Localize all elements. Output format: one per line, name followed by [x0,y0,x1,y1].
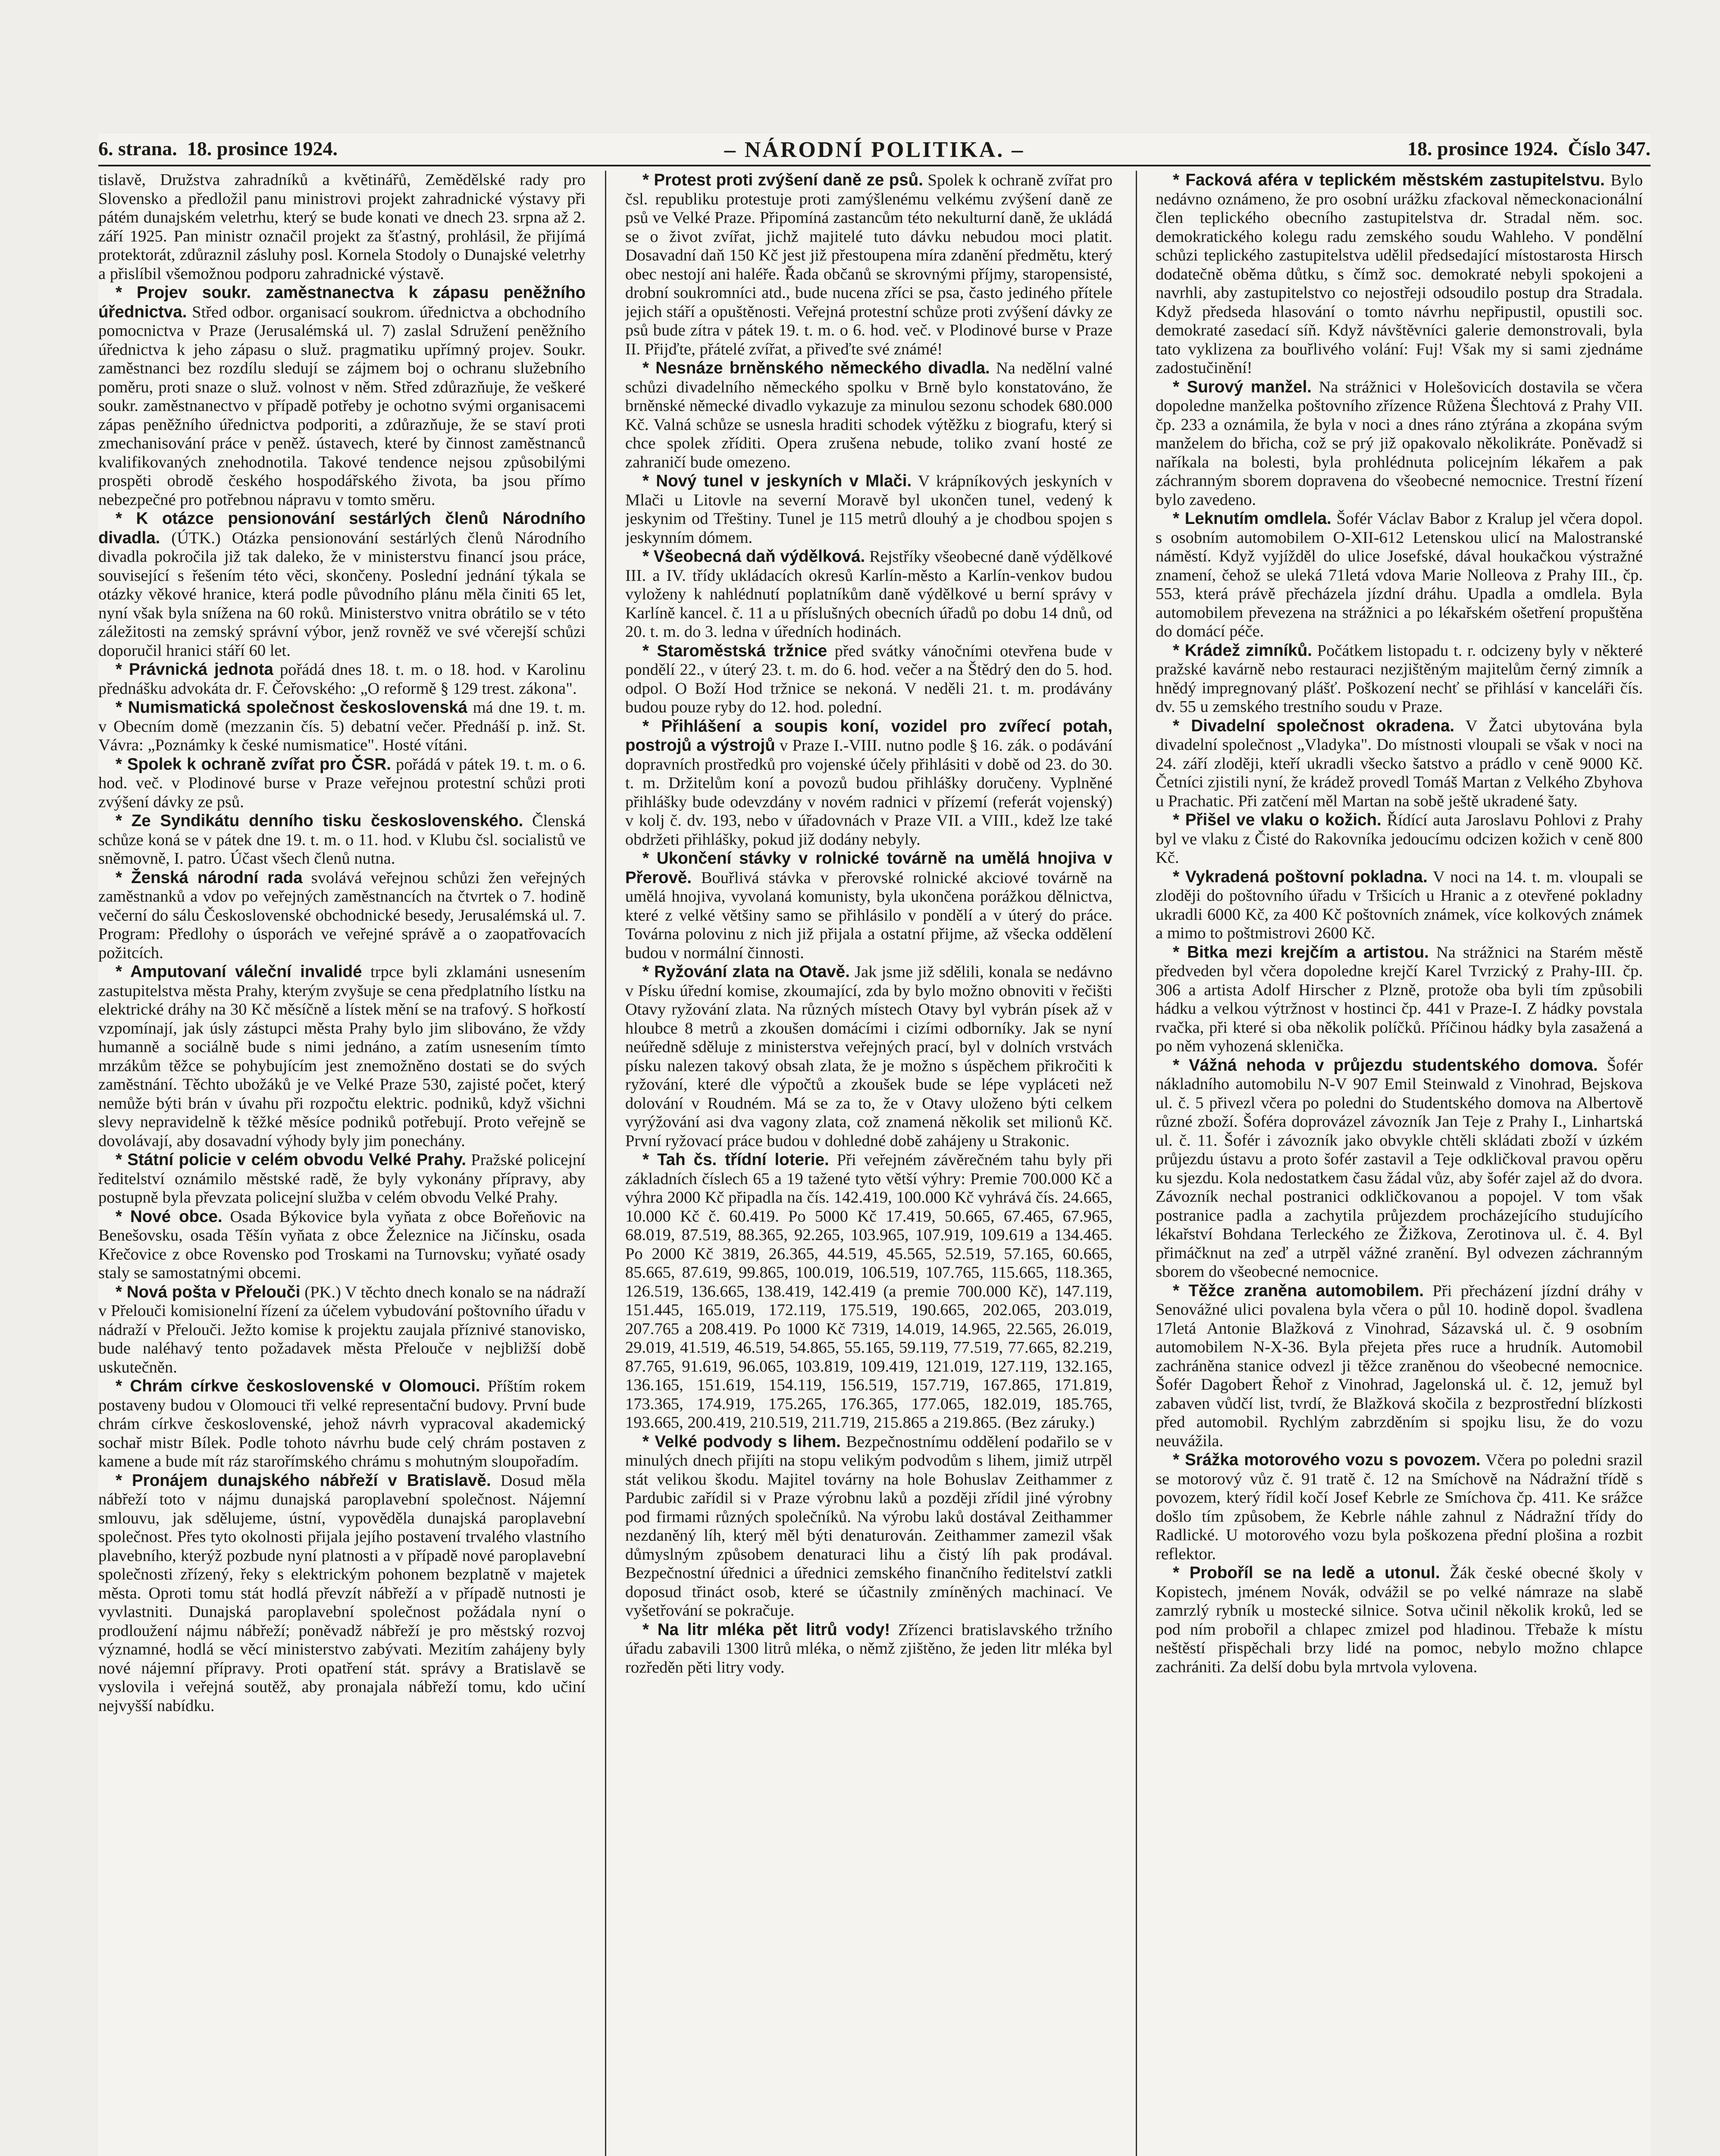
article-text: Na strážnici na Starém městě předveden byl včera dopoledne krejčí Karel Tvrzický z Prahy-III. čp. 306 a artista Adolf Hirscher z Plzně, protože oba byli tím způsobili hádku a velkou výtržnost v hostinci čp. 441 v Praze-I. Z hádky povstala rvačka, při které si oba několik políčků. Příčinou hádky byla zasažená a po něm vyhozená sklenička. [1156,943,1643,1055]
article-text: Spolek k ochraně zvířat pro čsl. republiku protestuje proti zamýšlenému velkému zvýšení daně ze psů ve Velké Praze. Připomíná zastancům této nekulturní daně, že ukládá se o život zvířat, jichž majitelé tuto dávku nebudou moci platit. Dosavadní daň 150 Kč jest již přestoupena míra zdanění předmětu, který obec nestojí ani haléře. Řada občanů se skrovnými příjmy, staropensisté, drobní soukromníci atd., bude nucena zříci se psa, často jediného přítele jejich stáří a opuštěnosti. Veřejná protestní schůze proti zvýšení dávky ze psů bude zítra v pátek 19. t. m. o 6. hod. več. v Plodinové burse v Praze II. Přijďte, přátelé zvířat, a přiveďte své známé! [625,171,1112,358]
article [98,1150,586,1207]
article-text: Jak jsme již sdělili, konala se nedávno v Písku úřední komise, zkoumající, zda by bylo možno obnoviti v řečišti Otavy ryžování zlata. Na různých místech Otavy byl vybrán písek až v hloubce 8 metrů a zkoušen domácími i cizími odborníky. Jak se nyní neúředně sděluje z ministerstva veřejných prací, byl v dolních vrstvách písku nalezen takový obsah zlata, že je možno s úspěchem přikročiti k ryžování, které dle výpočtů a zkoušek bude se lépe vypláceti než dolování v Roudném. Má se za to, že v Otavy uloženo býti celkem vyrýžování asi dva vagony zlata, což znamená několik set milionů Kč. První ryžovací práce budou v dohledné době zahájeny u Strakonic. [625,963,1112,1150]
article-text: V noci na 14. t. m. vloupali se zloději do poštovního úřadu v Tršicích u Hranic a z otevřené pokladny ukradli 6000 Kč, za 400 Kč poštovních známek, více kolkových známek a mimo to poštmistrovi 2600 Kč. [1156,868,1643,942]
header-rule [98,165,1651,166]
article-headline: * Nový tunel v jeskyních v Mlači. [642,472,912,490]
article-headline: * Těžce zraněna automobilem. [1173,1281,1424,1300]
article [625,1150,1112,1432]
article [625,1620,1112,1677]
article-text: Zřízenci bratislavského tržního úřadu zabavili 1300 litrů mléka, o němž zjištěno, že jeden litr mléka byl rozředěn pěti litry vody. [625,1620,1112,1677]
article-headline: * Na litr mléka pět litrů vody! [642,1620,890,1639]
article-text: Rejstříky všeobecné daně výdělkové III. a IV. třídy ukládacích okresů Karlín-město a Karlín-venkov budou vyloženy k nahlédnutí poplatníkům daně výdělkové u berní správy v Karlíně kancel. č. 11 a u příslušných obecních úřadů po dobu 14 dnů, od 20. t. m. do 3. ledna v úředních hodinách. [625,548,1112,641]
article [1156,1564,1643,1677]
column-divider [1136,171,1137,2156]
article-headline: * Srážka motorového vozu s povozem. [1173,1451,1481,1469]
article [98,1471,586,1716]
article [98,1283,586,1377]
article-headline: * Velké podvody s lihem. [642,1432,841,1451]
article-headline: * Nesnáze brněnského německého divadla. [642,359,990,377]
article-headline: * Nová pošta v Přelouči [116,1282,301,1301]
article [98,868,586,963]
article-text: Členská schůze koná se v pátek dne 19. t. m. o 11. hod. v Klubu čsl. socialistů ve sněmovně, I. patro. Účast všech členů nutna. [98,812,586,868]
article-text: Na strážnici v Holešovicích dostavila se včera dopoledne manželka poštovního zřízence Růžena Šlechtová z Prahy VII. čp. 233 a oznámila, že byla v noci a dnes ráno ztýrána a zkopána svým manželem do břicha, což se prý již opakovalo několikráte. Poněvadž si naříkala na bolesti, byla prohlédnuta policejním lékařem a pak záchranným sborem dopravena do všeobecné nemocnice. Trestní řízení bylo zavedeno. [1156,378,1643,509]
article [625,717,1112,849]
article-headline: * Ukončení stávky v rolnické továrně na umělá hnojiva v Přerově. [625,849,1112,887]
column-divider [605,171,606,2156]
article-headline: * Všeobecná daň výdělková. [642,547,865,566]
article-headline: * Proboříl se na ledě a utonul. [1173,1564,1440,1582]
article [1156,1282,1643,1451]
column-2 [625,171,1112,2156]
article-headline: * Vykradená poštovní pokladna. [1173,867,1428,886]
article-headline: * Ryžování zlata na Otavě. [642,962,850,981]
article-headline: * Právnická jednota [116,660,273,679]
article [625,642,1112,717]
header-date-right: 18. prosince 1924. [1407,138,1558,160]
article-headline: * Spolek k ochraně zvířat pro ČSR. [116,755,392,774]
article-text: má dne 19. t. m. v Obecním domě (mezzanin čís. 5) debatní večer. Přednáší p. inž. St. Vávra: „Poznámky k české numismatice". Hosté vítáni. [98,699,586,754]
article-text: pořádá dnes 18. t. m. o 18. hod. v Karolinu přednášku advokáta dr. F. Čeřovského: „O reformě § 129 trest. zákona". [98,661,586,698]
article [98,1207,586,1283]
article [625,1432,1112,1620]
article-text: (PK.) V těchto dnech konalo se na nádraží v Přelouči komisionelní řízení za účelem vybudování poštovního úřadu v nádraží v Přelouči. Ježto komise k projektu zaujala příznivé stanovisko, bude naléhavý tento požadavek města Přelouče v nejbližší době uskutečněn. [98,1283,586,1376]
article-text: Bouřlivá stávka v přerovské rolnické akciové továrně na umělá hnojiva, vyvolaná komunisty, byla ukončena porážkou dělnictva, které z velké většiny samo se přihlásilo v pondělí a v úterý do práce. Továrna polovinu z nich již přijala a ostatní přijme, až všecka oddělení budou v normální činnosti. [625,868,1112,962]
article [1156,171,1643,378]
article [1156,641,1643,717]
article-text: Včera po poledni srazil se motorový vůz č. 91 tratě č. 12 na Smíchově na Nádražní třídě s povozem, který řídil kočí Josef Kebrle ze Smíchova čp. 411. Ke srážce došlo tím způsobem, že Kebrle náhle zahnul z Nádražní třídy do Radlické. U motorového vozu byla poškozena přední plošina a rozbit reflektor. [1156,1451,1643,1563]
article [1156,868,1643,943]
article [98,698,586,755]
column-1 [98,171,586,2156]
article-headline: * Ženská národní rada [116,868,303,887]
article-text: Šofér nákladního automobilu N-V 907 Emil Steinwald z Vinohrad, Bejskova ul. č. 5 přivezl včera po poledni do Studentského domova na Albertově různé zboží. Šoféra doprovázel závozník Jan Teje z Prahy I., Linhartská ul. č. 11. Šofér i závozník jako obvykle chtěli skládati zboží v úzkém průjezdu ústavu a proto šofér zastavil a Teje odkličkoval pravou opěru ku sjezdu. Kola nedostatkem času žádal vůz, aby šofér zajel až do dvora. Závozník nechal postranici odkličkovanou a popojel. V tom však postranice padla a zachytila průjezdem procházejícího studujícího lékařství Bohdana Terleckého ze Žižkova, Zerotinova ul. č. 4. Byl přimáčknut na zeď a utrpěl vážné zranění. Byl odvezen záchranným sborem do všeobecné nemocnice. [1156,1056,1643,1281]
article-headline: * Přihlášení a soupis koní, vozidel pro zvířecí potah, postrojů a výstrojů [625,717,1112,755]
article [98,1377,586,1471]
article-text: před svátky vánočními otevřena bude v pondělí 22., v úterý 23. t. m. do 6. hod. večer a na Štědrý den do 5. hod. odpol. O Boží Hod tržnice se nekoná. V neděli 21. t. m. prodávány budou pouze ryby do 12. hod. polední. [625,642,1112,716]
article-headline: * Nové obce. [116,1207,222,1226]
article-headline: * Divadelní společnost okradena. [1173,716,1455,735]
article-headline: * Leknutím omdlela. [1173,509,1332,528]
column-3 [1156,171,1643,2156]
article-text: Osada Býkovice byla vyňata z obce Bořeňovic na Benešovsku, osada Těšín vyňata z obce Železnice na Jičínsku, osada Křečovice z obce Rovensko pod Troskami na Turnovsku; vyňaté osady staly se samostatnými obcemi. [98,1207,586,1282]
article-headline: * Amputovaní váleční invalidé [116,962,362,981]
article [98,171,586,283]
page-number: 6. strana. [98,138,177,160]
article [1156,378,1643,510]
article [625,359,1112,472]
article-text: Pražské policejní ředitelství oznámilo městské radě, že byly vykonány přípravy, aby postupně byla převzata policejní služba v celém obvodu Velké Prahy. [98,1151,586,1206]
article-text: Střed odbor. organisací soukrom. úřednictva a obchodního pomocnictva v Praze (Jerusalémská ul. 7) zaslal Sdružení peněžního úřednictva k jeho zápasu o služ. pragmatiku upřímný projev. Soukr. zaměstnanci bez rozdílu sledují se zájmem boj o ochranu služebního poměru, proti snaze o služ. volnost v něm. Střed zdůrazňuje, že veškeré soukr. zaměstnanectvo v případě potřeby je ochotno svými organisacemi zápas peněžního úřednictva podporiti, a zdůrazňuje, že se staví proti zmechanisování práce v peněž. ústavech, které by činnost zaměstnanců kvalifikovaných znehodnotila. Takové tendence nejsou způsobilými prospěti obrodě českého hospodářského života, ba jsou přímo nebezpečné pro potřebnou nápravu v tomto směru. [98,303,586,509]
article [98,283,586,509]
article [625,962,1112,1150]
article-text: Dosud měla nábřeží toto v nájmu dunajská paroplavební společnost. Nájemní smlouvu, jak sdělujeme, ústní, vypověděla dunajská paroplavební společnost. Přes tyto okolnosti přijala jejího postavení trvalého vlastního plavebního, kterýž pozbude nyní platnosti a v případě nové paroplavební společnosti zřízený, řeky s elektrickým pohonem bezplatně v majetek města. Oproti tomu stát hodlá převzít nábřeží a v případě nutnosti je vyvlastniti. Dunajská paroplavební společnost požádala nyní o prodloužení nájmu nábřeží; poněvadž nábřeží je pro městský rozvoj významné, hodlá se věcí ministerstvo zabývati. Mezitím zahájeny byly nové nájemní přípravy. Proti opatření stát. správy a Bratislavě se vyslovila i veřejná soutěž, aby pronajala nábřeží tomu, kdo učiní nejvyšší nabídku. [98,1471,586,1715]
article-headline: * Protest proti zvýšení daně ze psů. [642,171,923,189]
article-headline: * Surový manžel. [1173,377,1312,396]
article-text: Při veřejném závěrečném tahu byly při základních číslech 65 a 19 tažené tyto větší výhry: Premie 700.000 Kč a výhra 2000 Kč připadla na čís. 142.419, 100.000 Kč vyhrává čís. 24.665, 10.000 Kč č. 60.419. Po 5000 Kč 17.419, 50.665, 67.465, 67.965, 68.019, 87.519, 88.365, 92.265, 103.965, 107.919, 109.619 a 134.465. Po 2000 Kč 3819, 26.365, 44.519, 45.565, 52.519, 57.165, 60.665, 85.665, 87.619, 99.865, 100.019, 106.519, 107.765, 115.665, 118.365, 126.519, 136.665, 138.419, 142.419 (a premie 700.000 Kč), 147.119, 151.445, 165.019, 172.119, 175.519, 190.665, 202.065, 203.019, 207.765 a 208.419. Po 1000 Kč 7319, 14.019, 14.965, 22.565, 26.019, 29.019, 41.519, 46.519, 54.865, 55.165, 59.119, 77.519, 77.665, 82.219, 87.765, 91.619, 96.065, 103.819, 109.419, 121.019, 127.119, 132.165, 136.165, 151.619, 154.119, 156.519, 157.719, 167.865, 171.819, 173.365, 174.919, 175.265, 176.365, 177.065, 182.019, 185.765, 193.665, 200.419, 210.519, 211.719, 215.865 a 219.865. (Bez záruky.) [625,1151,1112,1432]
article-text: Řídící auta Jaroslavu Pohlovi z Prahy byl ve vlaku z Čisté do Rakovníka jedoucímu odcizen kožich v ceně 800 Kč. [1156,811,1643,867]
article-text: (ÚTK.) Otázka pensionování sestárlých členů Národního divadla pokročila již tak daleko, že v ministerstvu financí jsou práce, související s řešením této věci, skončeny. Poslední jednání týkala se otázky věkové hranice, která podle původního plánu měla činiti 65 let, nyní však byla snížena na 60 roků. Ministerstvo vnitra obrátilo se v této záležitosti na zemský správní výbor, jenž rovněž ve své včerejší schůzi doporučil hranici stáří 60 let. [98,529,586,660]
article-headline: * Numismatická společnost československá [116,698,467,717]
article-text: Bylo nedávno oznámeno, že pro osobní urážku zfackoval německonacionální člen teplického obecního zastupitelstva dr. Stradal něm. soc. demokratického kolegu radu zemského soudu Wahleho. V pondělní schůzi teplického zastupitelstva udělil předsedající místostarosta Hirsch dodatečně oběma důtku, s čímž soc. demokraté nebyli spokojeni a navrhli, aby zastupitelstvo co nejostřeji odsoudilo postup dra Stradala. Když předseda hlasování o tomto návrhu nepřipustil, opustili soc. demokraté zasedací síň. Když návštěvníci galerie demonstrovali, byla tato vyklizena za bouřlivého volání: Fuj! Však my si sami zjednáme zadostučinění! [1156,171,1643,377]
article-text: tislavě, Družstva zahradníků a květinářů, Zemědělské rady pro Slovensko a předložil panu ministrovi projekt zahradnické výstavy při pátém dunajském veletrhu, který se bude konati ve dnech 23. srpna až 2. září 1925. Pan ministr označil projekt za šťastný, prohlásil, že přijímá protektorát, zdůraznil zásluhy posl. Kornela Stodoly o Dunajské veletrhy a přislíbil všemožnou podporu zahradnické výstavě. [98,171,586,283]
article-text: V Žatci ubytována byla divadelní společnost „Vladyka". Do místnosti vloupali se však v noci na 24. září zloději, kteří ukradli všecko šatstvo a prádlo v ceně 9000 Kč. Četníci zjistili nyní, že krádež provedl Tomáš Martan z Velkého Zbyhova u Prachatic. Při zatčení měl Martan na sobě ještě ukradené šaty. [1156,717,1643,810]
article-text: v Praze I.-VIII. nutno podle § 16. zák. o podávání dopravních prostředků pro vojenské účely přihlásiti v době od 23. do 30. t. m. Držitelům koní a povozů budou přihlášky doručeny. Vyplněné přihlášky bude odevzdány v novém radnici v přízemí (referát vojenský) v kolj č. dv. 193, nebo v úřadovnách v Praze VII. a VIII., kdež lze také obdržeti přihlášky, pokud již dodány nebyly. [625,736,1112,849]
issue-number: Číslo 347. [1568,138,1651,160]
article-headline: * Státní policie v celém obvodu Velké Prahy. [116,1150,467,1169]
page-header [98,134,1651,164]
article [1156,1451,1643,1564]
article-text: Počátkem listopadu t. r. odcizeny byly v některé pražské kavárně nebo restauraci nezjištěným majitelům černý zimník a hnědý impregnovaný plášť. Poškození nechť se přihlásí v kanceláři čís. dv. 55 u zemského trestního soudu v Praze. [1156,641,1643,716]
article-headline: * Pronájem dunajského nábřeží v Bratislavě. [116,1471,491,1490]
article-text: V krápníkových jeskyních v Mlači u Litovle na severní Moravě byl ukončen tunel, vedený k jeskynim od Třeštiny. Tunel je 115 metrů dlouhý a je chodbou spojen s jeskynním dómem. [625,472,1112,547]
article-headline: * K otázce pensionování sestárlých členů Národního divadla. [98,509,586,547]
article-headline: * Přišel ve vlaku o kožich. [1173,811,1382,829]
article [1156,509,1643,641]
article-text: Příštím rokem postaveny budou v Olomouci tři velké representační budovy. První bude chrám církve československé, jehož návrh vypracoval akademický sochař mistr Bílek. Podle tohoto návrhu bude celý chrám postaven z kamene a bude mít ráz starořímského chrámu s mohutným sloupořadím. [98,1377,586,1470]
article [625,547,1112,642]
article [98,660,586,698]
article-headline: * Staroměstská tržnice [642,641,827,660]
article [98,962,586,1150]
header-date-left: 18. prosince 1924. [187,138,338,160]
article-headline: * Ze Syndikátu denního tisku československého. [116,812,523,830]
article-text: pořádá v pátek 19. t. m. o 6. hod. več. v Plodinové burse v Praze veřejnou protestní schůzi proti zvýšení dávky ze psů. [98,755,586,811]
article-headline: * Vážná nehoda v průjezdu studentského domova. [1173,1056,1598,1075]
article [98,812,586,868]
header-right [1407,137,1651,160]
article-text: svolává veřejnou schůzi žen veřejných zaměstnanků a vdov po veřejných zaměstnancích na čtvrtek o 7. hodině večerní do sálu Československé obchodnické besedy, Jerusalémská ul. 7. Program: Předlohy o úsporách ve veřejné správě a o zaopatřovacích požitcích. [98,868,586,962]
article-text: Při přecházení jízdní dráhy v Senovážné ulici povalena byla včera o půl 10. hodině dopol. švadlena 17letá Antonie Blažková z Vinohrad, Sázavská ul. č. 9 osobním automobilem N-X-36. Byla přejeta přes ruce a hrudník. Automobil zachráněna stanice odvezl ji těžce zraněnou do všeobecné nemocnice. Šofér Dagobert Řehoř z Vinohrad, Jagelonská ul. č. 12, jemuž byl zabaven vůdčí list, tvrdí, že Blažková skočila z bezprostřední blízkosti před automobil. Rychlým zabrzděním si spojku lisu, že do vozu neuvážila. [1156,1282,1643,1450]
article-text: Žák české obecné školy v Kopistech, jménem Novák, odvážil se po velké námraze na slabě zamrzlý rybník u mostecké silnice. Sotva učinil několik kroků, led se pod ním probořil a chlapec zmizel pod hladinou. Třebaže k místu neštěstí přispěchali brzy lidé na pomoc, nebylo možno chlapce zachrániti. Za delší dobu byla mrtvola vylovena. [1156,1564,1643,1676]
article [1156,811,1643,868]
newspaper-page [98,134,1651,2156]
article [625,472,1112,547]
article-text: Na nedělní valné schůzi divadelního německého spolku v Brně bylo konstatováno, že brněnské německé divadlo vykazuje za minulou sezonu schodek 680.000 Kč. Valná schůze se usnesla hraditi schodek výtěžku z biografu, který si chce spolek zříditi. Opera zrušena nebude, toliko zvaní hosté ze zahraničí bude omezeno. [625,359,1112,471]
article [1156,943,1643,1056]
article [625,849,1112,962]
masthead-title: – NÁRODNÍ POLITIKA. – [724,138,1025,162]
article [1156,1056,1643,1282]
article-headline: * Projev soukr. zaměstnanectva k zápasu peněžního úřednictva. [98,283,586,321]
article-text: Šofér Václav Babor z Kralup jel včera dopol. s osobním automobilem O-XII-612 Letenskou ulicí na Malostranské náměstí. Když vyjížděl do ulice Josefské, dával houkačkou výstražné znamení, čehož se uleká 71letá vdova Marie Nolleova z Prahy III., čp. 553, která právě přecházela jízdní dráhu. Upadla a omdlela. Byla automobilem převezena na strážnici a po lékařském ošetření propuštěna do domácí péče. [1156,510,1643,640]
article-text: Bezpečnostnímu oddělení podařilo se v minulých dnech přijíti na stopu velikým podvodům s lihem, jimiž utrpěl stát velikou škodu. Majitel továrny na hole Bohuslav Zeithammer z Pardubic zařídil si v Praze výrobnu laků a později zřídil jiné výrobny pod firmami různých společníků. Na výrobu laků dostával Zeithammer nezdaněný líh, který měl býti denaturován. Zeithammer zamezil však důmyslným způsobem denaturaci lihu a čistý líh pak prodával. Bezpečnostní úřednici a úřednici zemského finančního ředitelství zatkli doposud třináct osob, které se účastnily zmíněných machinací. Ve vyšetřování se pokračuje. [625,1432,1112,1620]
article [98,509,586,660]
article-headline: * Krádež zimníků. [1173,641,1312,660]
article-headline: * Tah čs. třídní loterie. [642,1150,829,1169]
article [1156,717,1643,811]
article-text: trpce byli zklamáni usnesením zastupitelstva města Prahy, kterým zvyšuje se cena předplatního lístku na elektrické dráhy na 30 Kč měsíčně a lístek mění se na trafový. S hořkostí vzpomínají, jak úsly zástupci města Prahy bylo jim slibováno, že vždy humanně a sociálně bude s nimi jednáno, a zatím usnesením tímto mrzákům těžce se pohybujícím jest znemožněno dostati se do svých zaměstnání. Těchto ubožáků je ve Velké Praze 530, zajisté počet, který nemůže býti brán v úvahu při rozpočtu elektric. podniků, když všichni slevy nepravidelně k těžké měsíce podniků potřebují. Proto veřejně se dovolávají, aby dosavadní výhody byly jim ponechány. [98,963,586,1150]
article [625,171,1112,359]
article-headline: * Facková aféra v teplickém městském zastupitelstvu. [1173,171,1605,189]
article [98,755,586,812]
article-headline: * Chrám církve československé v Olomouci. [116,1377,480,1395]
article-headline: * Bitka mezi krejčím a artistou. [1173,943,1429,962]
